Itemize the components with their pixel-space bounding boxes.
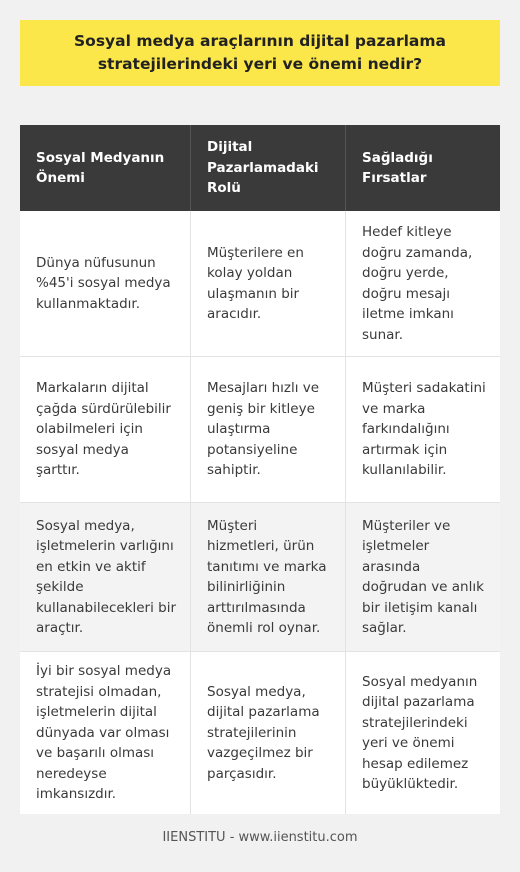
table-cell: Müşteri hizmetleri, ürün tanıtımı ve marka bilinirliğinin arttırılmasında önemli rol oynar. [190,503,345,651]
column-header: Sosyal Medyanın Önemi [36,149,165,186]
table-cell: Sosyal medya, işletmelerin varlığını en etkin ve aktif şekilde kullanabilecekleri bir araçtır. [36,517,177,636]
table-cell: Müşteri sadakatini ve marka farkındalığını artırmak için kullanılabilir. [345,357,500,502]
table-row [20,503,500,652]
table-cell: Sosyal medyanın dijital pazarlama stratejilerindeki yeri ve önemi hesap edilemez büyüklüktedir. [345,652,500,814]
table-cell: Markaların dijital çağda sürdürülebilir olabilmeleri için sosyal medya şarttır. [36,380,171,479]
table-header-row [20,125,500,211]
table-cell: Hedef kitleye doğru zamanda, doğru yerde, doğru mesajı iletme imkanı sunar. [345,211,500,356]
table-cell: Müşteriler ve işletmeler arasında doğrudan ve anlık bir iletişim kanalı sağlar. [345,503,500,651]
table-row [20,652,500,814]
table-cell: Müşterilere en kolay yoldan ulaşmanın bir aracıdır. [190,211,345,356]
table-cell: İyi bir sosyal medya stratejisi olmadan, işletmelerin dijital dünyada var olması ve başarılı olması neredeyse imkansızdır. [36,663,172,803]
column-header: Sağladığı Fırsatlar [345,125,500,211]
footer-credit: IIENSTITU - www.iienstitu.com [162,830,358,845]
table-row [20,211,500,357]
comparison-table [20,125,500,814]
table-cell: Dünya nüfusunun %45'i sosyal medya kullanmaktadır. [36,254,171,312]
table-cell: Sosyal medya, dijital pazarlama stratejilerinin vazgeçilmez bir parçasıdır. [190,652,345,814]
table-cell: Mesajları hızlı ve geniş bir kitleye ulaştırma potansiyeline sahiptir. [190,357,345,502]
column-header: Dijital Pazarlamadaki Rolü [190,125,345,211]
page-title: Sosyal medya araçlarının dijital pazarlama stratejilerindeki yeri ve önemi nedir? [20,20,500,86]
table-row [20,357,500,503]
